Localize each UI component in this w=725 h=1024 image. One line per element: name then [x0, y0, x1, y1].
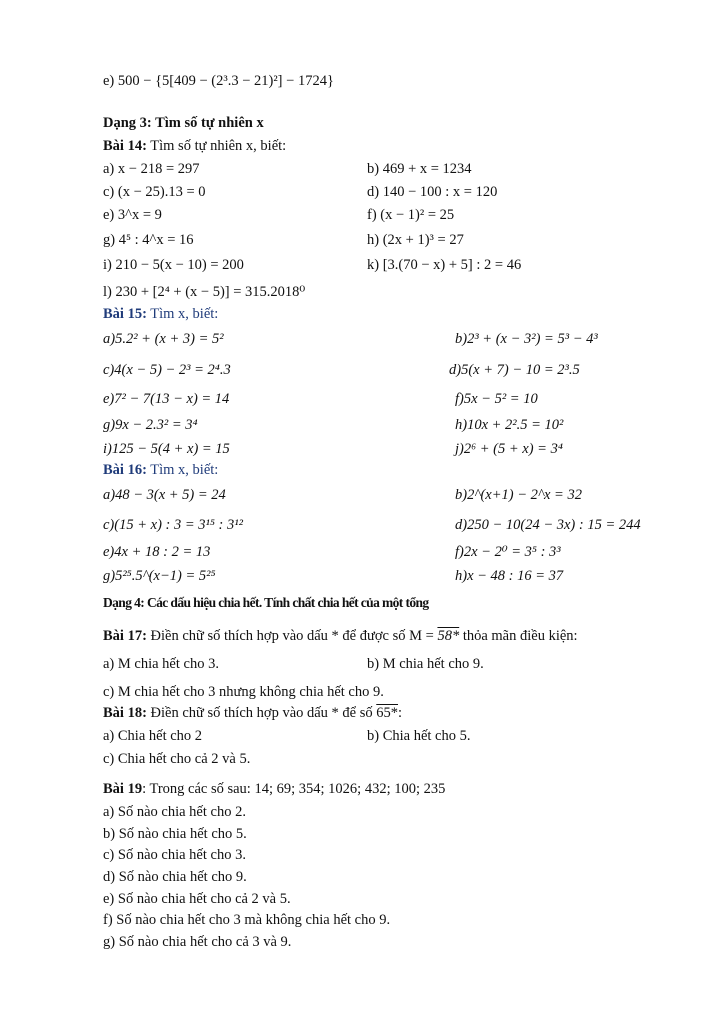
b18b: b) Chia hết cho 5. — [367, 728, 471, 744]
bai-16-heading — [103, 461, 663, 480]
bai-18-tail: : — [398, 705, 403, 721]
bai-16-list — [103, 480, 663, 588]
list-item: a) Số nào chia hết cho 2. — [103, 804, 246, 820]
b14-right: k) [3.(70 − x) + 5] : 2 = 46 — [367, 257, 522, 273]
bai-18-desc: Điền chữ số thích hợp vào dấu * để số — [146, 705, 377, 721]
b16-left: c)(15 + x) : 3 = 3¹⁵ : 3¹² — [103, 517, 243, 533]
b15-left: i)125 − 5(4 + x) = 15 — [103, 441, 230, 457]
bai-18-number: 65* — [376, 705, 399, 721]
bai-15-title: Bài 15: — [103, 306, 147, 322]
b14-right: b) 469 + x = 1234 — [367, 161, 472, 177]
b16-right: b)2^(x+1) − 2^x = 32 — [455, 487, 582, 503]
b14-l: l) 230 + [2⁴ + (x − 5)] = 315.2018⁰ — [103, 284, 306, 300]
b15-right: j)2⁶ + (5 + x) = 3⁴ — [455, 441, 563, 457]
b16-left: e)4x + 18 : 2 = 13 — [103, 544, 211, 560]
bai-18-heading — [103, 702, 663, 725]
bai-14-list — [103, 158, 663, 305]
b14-right: h) (2x + 1)³ = 27 — [367, 232, 464, 248]
b16-right: d)250 − 10(24 − 3x) : 15 = 244 — [455, 517, 641, 533]
bai-19-desc: : Trong các số sau: 14; 69; 354; 1026; 432; 100; 235 — [142, 781, 446, 797]
b17b: b) M chia hết cho 9. — [367, 656, 484, 672]
b16-left: a)48 − 3(x + 5) = 24 — [103, 487, 226, 503]
bai-18-title: Bài 18: — [103, 705, 147, 721]
b17a: a) M chia hết cho 3. — [103, 656, 219, 672]
list-item: b) Số nào chia hết cho 5. — [103, 825, 247, 842]
bai-19-title: Bài 19 — [103, 781, 143, 797]
b16-left: g)5²⁵.5^(x−1) = 5²⁵ — [103, 568, 216, 584]
bai-17-title: Bài 17: — [103, 628, 147, 644]
b14-left: c) (x − 25).13 = 0 — [103, 184, 206, 200]
bai-17-tail: thỏa mãn điều kiện: — [459, 628, 578, 644]
bai-15-desc: Tìm x, biết: — [146, 306, 219, 322]
b14-right: d) 140 − 100 : x = 120 — [367, 184, 498, 200]
bai-19-heading — [103, 778, 663, 801]
b15-right: b)2³ + (x − 3²) = 5³ − 4³ — [455, 331, 598, 347]
b15-right: f)5x − 5² = 10 — [455, 391, 538, 407]
bai-15-heading — [103, 305, 663, 324]
b17c: c) M chia hết cho 3 nhưng không chia hết cho 9. — [103, 684, 384, 700]
b18a: a) Chia hết cho 2 — [103, 728, 203, 744]
b15-right: h)10x + 2².5 = 10² — [455, 417, 564, 433]
bai-14-title: Bài 14: — [103, 138, 147, 154]
b18c: c) Chia hết cho cả 2 và 5. — [103, 751, 251, 767]
b15-left: c)4(x − 5) − 2³ = 2⁴.3 — [103, 362, 231, 378]
bai-16-desc: Tìm x, biết: — [146, 462, 219, 478]
b15-left: a)5.2² + (x + 3) = 5² — [103, 331, 224, 347]
b16-right: h)x − 48 : 16 = 37 — [455, 568, 564, 584]
section-dang-3: Dạng 3: Tìm số tự nhiên x — [103, 115, 264, 131]
bai-17-number: 58* — [437, 628, 460, 644]
b14-left: i) 210 − 5(x − 10) = 200 — [103, 257, 244, 273]
bai-17-desc: Điền chữ số thích hợp vào dấu * để được số M = — [146, 628, 438, 644]
b14-left: g) 4⁵ : 4^x = 16 — [103, 232, 194, 248]
b14-left: e) 3^x = 9 — [103, 207, 162, 223]
bai-14-heading — [103, 135, 663, 158]
bai-16-title: Bài 16: — [103, 462, 147, 478]
list-item: e) Số nào chia hết cho cả 2 và 5. — [103, 890, 291, 907]
bai-14-desc: Tìm số tự nhiên x, biết: — [146, 138, 287, 154]
list-item: f) Số nào chia hết cho 3 mà không chia hết cho 9. — [103, 912, 391, 929]
list-item: c) Số nào chia hết cho 3. — [103, 847, 246, 864]
b16-right: f)2x − 2⁰ = 3⁵ : 3³ — [455, 544, 561, 560]
bai-15-list — [103, 324, 663, 461]
b15-right: d)5(x + 7) − 10 = 2³.5 — [449, 362, 580, 378]
b14-right: f) (x − 1)² = 25 — [367, 207, 455, 223]
section-dang-4: Dạng 4: Các dấu hiệu chia hết. Tính chất chia hết của một tổng — [103, 595, 429, 610]
bai-17-heading — [103, 622, 663, 650]
list-item: g) Số nào chia hết cho cả 3 và 9. — [103, 934, 292, 951]
list-item: d) Số nào chia hết cho 9. — [103, 869, 247, 886]
worksheet-page — [103, 66, 663, 953]
b15-left: e)7² − 7(13 − x) = 14 — [103, 391, 230, 407]
bai-19-list — [103, 801, 663, 953]
exercise-e-top: e) 500 − {5[409 − (2³.3 − 21)²] − 1724} — [103, 73, 334, 89]
b14-left: a) x − 218 = 297 — [103, 161, 200, 177]
b15-left: g)9x − 2.3² = 3⁴ — [103, 417, 198, 433]
